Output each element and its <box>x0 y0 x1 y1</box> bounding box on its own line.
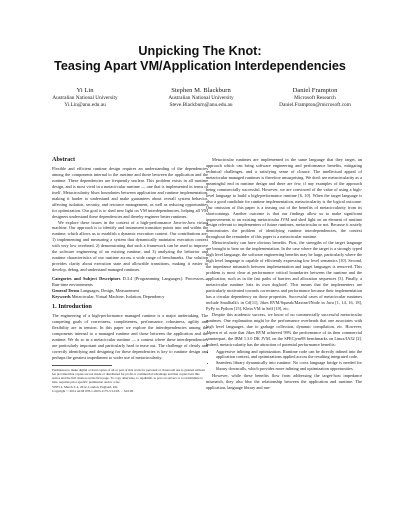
keywords-text: Metacircular, Virtual Machine, Isolation, Dependency <box>71 293 165 299</box>
introduction-heading: 1. Introduction <box>52 302 92 310</box>
keywords-line <box>52 294 208 300</box>
author-name: Yi Lin <box>76 87 94 94</box>
author-email[interactable]: Steve.Blackburn@anu.edu.au <box>169 102 233 109</box>
footnote-copyright: Copyright © 2012 ACM 978-1-4503-1175-5/12/03. . . $10.00 <box>52 388 134 393</box>
author-block-1 <box>20 86 150 110</box>
benefits-list <box>206 349 362 373</box>
author-name: Stephen M. Blackburn <box>171 87 231 94</box>
abstract-paragraph-2: We explore these issues in the context of a high-performance Java-in-Java virtual machine. Our approach is to identify and instrument transition points into and within the runtime, which allows us to establish a dynamic execution context. Our contributions are: 1) implementing and measuring a system that dynamically maintains execution context with very low overhead, 2) demonstrating that such a framework can be used to improve the software engineering of an existing runtime, and 3) analyzing the behavior and runtime characteristics of our runtime across a wide range of benchmarks. Our solution provides clarity about execution state and allowable transitions, making it easier to develop, debug, and understand managed runtimes. <box>52 219 208 273</box>
paper-title-line2: Teasing Apart VM/Application Interdependencies <box>54 59 346 73</box>
footnote-venue: VEE'12, March 3–4, 2012, London, England, UK. <box>52 384 119 389</box>
author-affiliation: Microsoft Research <box>294 95 336 101</box>
list-item: • Aggressive inlining and optimization. Runtime code can be directly inlined into the application context, and optimizations applied across the resulting integrated code. <box>216 349 362 361</box>
copyright-footnote <box>52 368 208 394</box>
right-column <box>206 157 362 391</box>
author-affiliation: Australian National University <box>52 95 118 101</box>
footnote-divider <box>52 365 112 366</box>
abstract-paragraph-1: Flexible and efficient runtime design requires an understanding of the dependencies among the components internal to the runtime and those between the application and the runtime. These dependencies are frequently unclear. This problem exists in all runtime design, and is most vivid in a metacircular runtime — one that is implemented in terms of itself. Metacircularity blurs boundaries between application and runtime implementation, making it harder to understand and make guarantees about overall system behavior, affecting isolation, security, and resource management, as well as reducing opportunities for optimization. Our goal is to shed new light on VM interdependencies, helping all VM designers understand these dependencies and thereby engineer better runtimes. <box>52 165 208 219</box>
footnote-permission: Permission to make digital or hard copies of all or part of this work for personal or classroom use is granted without fee provided that copies are not made or distributed for profit or commercial advantage and that copies bear this notice and the full citation on the first page. To copy otherwise, to republish, to post on servers or to redistribute to lists, requires prior specific permission and/or a fee. <box>52 367 205 385</box>
general-terms-label: General Terms <box>52 288 80 294</box>
abstract-heading: Abstract <box>52 156 76 163</box>
list-item: • Seamless library dynamically into runtime. No cross language bridge is needed for library downcalls, which provides more inlining and optimization opportunities. <box>216 360 362 372</box>
body-paragraph-3: Despite this academic success, we know of no commercially successful metacircular runtimes. One explanation might be the performance overheads that one associates with high level languages, due to garbage collection, dynamic compilation, etc. However, Alpern et al. note that Jikes RVM achieved 99% the performance of its then commercial counterpart, the IBM 1.3.0 DK JVM, on the SPECjvm98 benchmarks on Linux/IA32 [2]. Indeed, metacircularity has the attraction of potential performance benefits: <box>206 311 362 347</box>
body-paragraph-4: However, while these benefits flow from addressing the target-host impedance mismatch, they also blur the relationship between the application and runtime. The application, language library and run- <box>206 373 362 391</box>
author-email[interactable]: Yi.Lin@anu.edu.au <box>64 102 106 109</box>
paper-title-line1: Unpicking The Knot: <box>138 44 262 58</box>
body-paragraph-2: Metacircularity can have obvious benefits. First, the strengths of the target language are brought to bear on the implementation. In the case where the target is a strongly typed high level language, the software engineering benefits may be large, particularly where the high level language is capable of efficiently expressing low level semantics [10]. Second, the impedance mismatch between implementation and target languages is removed. This problem is most clear at performance critical boundaries between the runtime and the application, such as in the fast paths of barriers and allocation sequences [3]. Finally, a metacircular runtime 'eats its own dogfood'. This means that the implementers are particularly motivated towards correctness and performance because their implementation has a circular dependency on those properties. Successful cases of metacircular runtimes include Smalltalk's in C#[11], Jikes RVM/Squeak/Maxine/JNode in Java [1, 14, 16, 18], PyPy in Python [15], Klein VM in Self [19], etc. <box>206 240 362 311</box>
left-column <box>52 157 208 393</box>
author-block-3 <box>250 86 380 110</box>
categories-text: D.3.4 [Programming Languages]: Processors—Run-time environments <box>52 276 209 288</box>
author-affiliation: Australian National University <box>168 95 234 101</box>
categories-line <box>52 276 208 288</box>
author-email[interactable]: Daniel.Frampton@microsoft.com <box>279 102 351 109</box>
introduction-paragraph-1: The engineering of a high-performance managed runtime is a major undertaking. The competing goals of correctness, completeness, performance, robustness, agility and flexibility are in tension. In this paper we explore the interdependencies among the components internal to a managed runtime and those between the application and the runtime. We do so in a metacircular runtime — a context where these interdependencies are particularly important and particularly hard to tease out. The challenge of clearly and correctly identifying and designing for these dependencies is key to runtime design and perhaps the greatest impediment to wider use of metacircularity. <box>52 312 208 360</box>
keywords-label: Keywords <box>52 293 71 299</box>
body-paragraph-1: Metacircular runtimes are implemented in the same language that they target, an approach which can bring software engineering and performance benefits, mitigating technical challenges, and a satisfying sense of closure. The intellectual appeal of metacircular managed runtimes is therefore unsurprising. We don't see metacircularity as a meaningful end in runtime design and there are few, if any examples of the approach being commercially successful. However, we are convinced of the value of using a high-level language to build a high-performance runtime [6, 10]. When the target language is also a good candidate for runtime implementation, metacircularity is the logical outcome. Our omission of this paper is a teasing out of the benefits of metacircularity from its shortcomings. Another outcome is that our findings allow us to make significant improvements to an existing metacircular JVM and shed light on an element of runtime design relevant to implementers of future runtimes, metacircular or not. Because it acutely demonstrates the problem of identifying runtime interdependencies, the context throughout the remainder of this paper is a metacircular runtime. <box>206 157 362 240</box>
categories-label: Categories and Subject Descriptors <box>52 276 121 282</box>
general-terms-text: Languages, Design, Measurement <box>80 288 139 294</box>
author-block-2 <box>136 86 266 110</box>
author-name: Daniel Frampton <box>292 87 338 94</box>
